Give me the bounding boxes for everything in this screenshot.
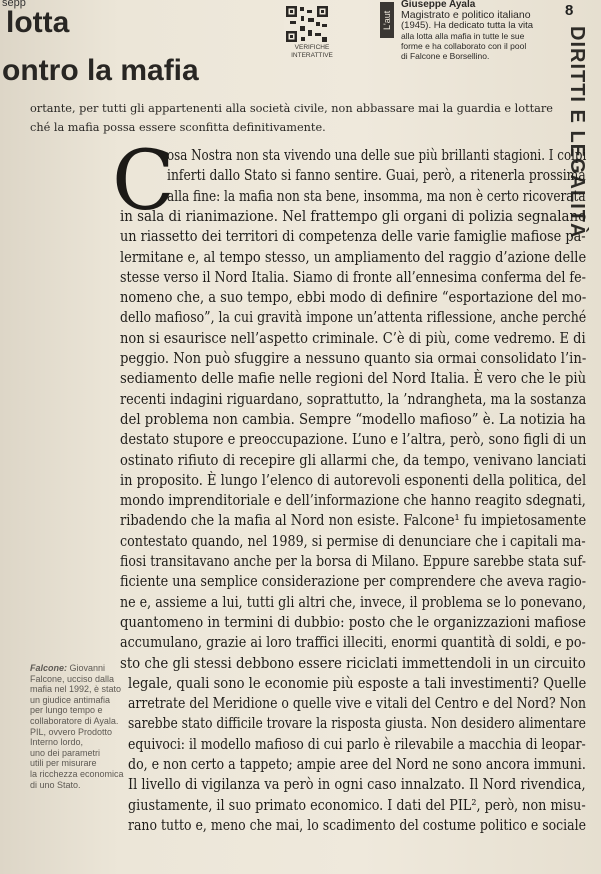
subtitle-line: ortante, per tutti gli appartenenti alla società civile, non abbassare mai la guardia e lottare <box>30 101 553 115</box>
body-line: contestato quando, nel 1989, si permise di denunciare che i capitali ma- <box>120 531 586 550</box>
body-line: alla fine: la mafia non sta bene, insomma, ma non è certo ricoverata <box>167 186 586 205</box>
body-line: recenti indagini riguardano, soprattutto, la ’ndrangheta, ma la sostanza <box>120 389 587 408</box>
body-line: destato stupore e preoccupazione. L’uno e l’altra, però, sono figli di un <box>120 430 587 449</box>
body-line: lermitane e, al tempo stesso, un ampliamento del raggio d’azione delle <box>120 247 587 266</box>
margin-note-text: di uno Stato. <box>30 779 81 790</box>
body-line: Il livello di vigilanza va però in ogni caso innalzato. Il Nord rivendica, <box>128 775 586 794</box>
margin-note-text: utili per misurare <box>30 758 97 769</box>
body-line: sediamento delle mafie nelle regioni del Nord Italia. È vero che le più <box>120 369 587 388</box>
body-line: stesse verso il Nord Italia. Siamo di fronte all’ennesima conferma del fe- <box>120 267 586 286</box>
top-cut-text: sepp <box>2 0 26 9</box>
body-line: inferti dallo Stato si fanno sentire. Guai, però, a ritenerla prossima <box>167 166 586 185</box>
author-bio-line: alla lotta alla mafia in tutte le sue <box>401 31 525 41</box>
body-line: sarebbe stato difficile trovare la risposta giusta. Non desidero alimentare <box>128 714 586 733</box>
body-line: peggio. Non può sfuggire a nessuno quanto sia ormai consolidato l’in- <box>120 349 587 367</box>
body-line: ne e, assieme a lui, tutti gli altri che, invece, il problema se lo ponevano, <box>120 592 587 611</box>
author-bio <box>401 0 574 61</box>
body-line: un riassetto dei territori di competenza delle varie famiglie mafiose pa- <box>120 227 586 246</box>
body-line: fiosi transitavano anche per la borsa di Milano. Eppure sarebbe stata suf- <box>120 552 586 570</box>
author-bio-line: forme e ha collaborato con il pool <box>401 41 527 51</box>
margin-note-text: la ricchezza economica <box>30 768 124 779</box>
chapter-title-line1: lotta <box>6 6 70 39</box>
body-line: giustamente, il suo primato economico. I dati del PIL², però, non misu- <box>128 795 586 814</box>
author-name: Giuseppe Ayala <box>401 0 476 10</box>
margin-note-text: Falcone, ucciso dalla <box>30 673 115 684</box>
subtitle-line: ché la mafia possa essere sconfitta definitivamente. <box>30 120 326 134</box>
margin-note-text: collaboratore di Ayala. <box>30 715 119 726</box>
margin-note-label: Falcone: <box>30 663 68 673</box>
body-line: del problema non cambia. Sempre “modello mafioso” è. La notizia ha <box>120 409 586 428</box>
margin-note-text: un giudice antimafia <box>30 694 111 705</box>
margin-note-text: uno dei parametri <box>30 747 101 758</box>
chapter-title-line2: ontro la mafia <box>2 54 199 87</box>
margin-note-text: PIL, ovvero Prodotto <box>30 726 113 737</box>
interactive-checks-label: VERIFICHE INTERATTIVE <box>291 44 333 59</box>
body-line: rano tutto e, meno che mai, lo scadimento del costume politico e sociale <box>128 815 586 834</box>
margin-note-text: mafia nel 1992, è stato <box>30 684 122 695</box>
body-line: do, e non certo a tappeto; ampie aree del Nord ne sono ancora immuni. <box>128 755 586 773</box>
body-line: legale, quali sono le economie più esposte a tali investimenti? Quelle <box>128 673 587 692</box>
body-line: ribadendo che la mafia al Nord non esiste. Falcone¹ fu impietosamente <box>120 511 587 530</box>
body-line: ostinato rifiuto di recepire gli allarmi che, da tempo, venivano lanciati <box>120 450 587 469</box>
margin-note-text: Giovanni <box>69 663 106 673</box>
body-line: in proposito. È lungo l’elenco di autorevoli esponenti della politica, del <box>120 470 587 489</box>
author-tab: L'aut <box>380 2 394 38</box>
body-line: ficiente una semplice considerazione per comprendere che aveva ragio- <box>120 572 587 591</box>
body-line: quantomeno in termini di dubbio: posto che le organizzazioni mafiose <box>120 612 586 631</box>
section-title-vertical: DIRITTI E LEGALITÀ <box>566 26 588 239</box>
margin-note <box>30 663 122 790</box>
body-line: dello mafioso”, la cui gravità impone un’attenta riflessione, anche perché <box>120 308 587 327</box>
body-line: equivoci: il modello mafioso di cui parlo è rilevabile a macchia di leopar- <box>128 734 586 753</box>
body-line: non si esaurisce nell’aspetto criminale. C’è di più, come vedremo. E di <box>120 328 586 347</box>
margin-note-text: Interno lordo, <box>30 737 84 748</box>
margin-note-text: per lungo tempo e <box>30 705 103 716</box>
body-line: sto che gli stessi debbono essere riciclati immettendoli in un circuito <box>120 653 586 672</box>
author-bio-line: Magistrato e politico italiano <box>401 9 531 21</box>
qr-code-icon[interactable] <box>284 4 330 44</box>
drop-cap: C <box>112 134 175 229</box>
body-line: osa Nostra non sta vivendo una delle sue più brillanti stagioni. I colpi <box>167 146 587 164</box>
page-number: 8 <box>565 2 574 19</box>
author-bio-line: (1945). Ha dedicato tutta la vita <box>401 19 534 31</box>
body-line: in sala di rianimazione. Nel frattempo gli organi di polizia segnalano <box>120 206 587 225</box>
body-line: arretrate del Meridione o quelle vive e vitali del Centro e del Nord? Non <box>128 694 586 713</box>
body-line: accumulano, grazie ai loro traffici illeciti, enormi quantità di soldi, e po- <box>120 633 586 652</box>
body-line: nomeno che, a suo tempo, ebbi modo di definire “esportazione del mo- <box>120 288 587 307</box>
author-bio-line: di Falcone e Borsellino. <box>401 51 490 61</box>
body-line: mondo imprenditoriale e dell’informazione che hanno reagito sdegnati, <box>120 491 586 510</box>
